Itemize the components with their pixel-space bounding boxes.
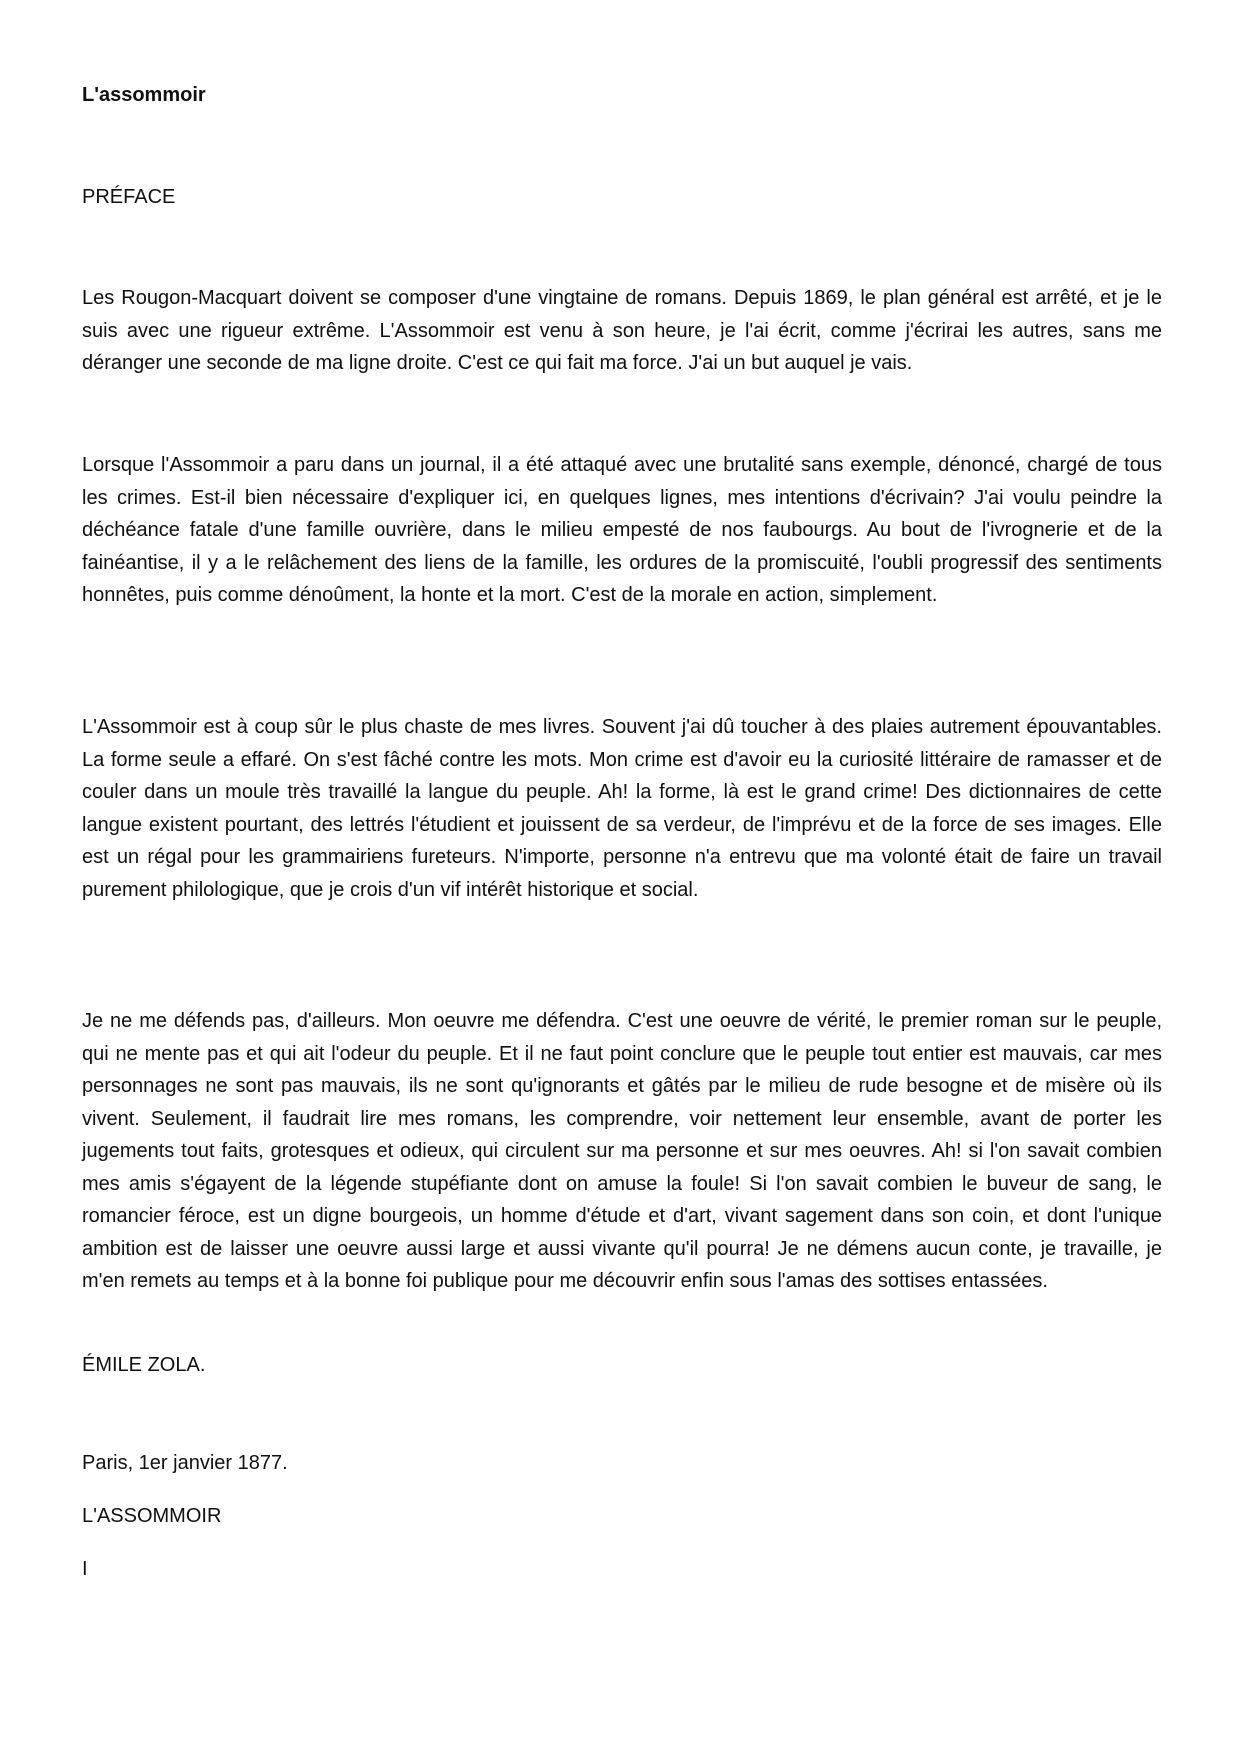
dateline: Paris, 1er janvier 1877. xyxy=(82,1452,288,1474)
chapter-number: I xyxy=(82,1558,88,1580)
preface-paragraph-2: Lorsque l'Assommoir a paru dans un journal, il a été attaqué avec une brutalité sans exemple, dénoncé, chargé de tous les crimes. Est-il bien nécessaire d'expliquer ici, en quelques lignes, mes intentions d'écrivain? J'ai voulu peindre la déchéance fatale d'une famille ouvrière, dans le milieu empesté de nos faubourgs. Au bout de l'ivrognerie et de la fainéantise, il y a le relâchement des liens de la famille, les ordures de la promiscuité, l'oubli progressif des sentiments honnêtes, puis comme dénoûment, la honte et la mort. C'est de la morale en action, simplement. xyxy=(82,454,1162,606)
document-title: L'assommoir xyxy=(82,84,206,106)
author-signature: ÉMILE ZOLA. xyxy=(82,1354,206,1376)
preface-heading: PRÉFACE xyxy=(82,186,176,208)
book-title: L'ASSOMMOIR xyxy=(82,1505,222,1527)
preface-paragraph-4: Je ne me défends pas, d'ailleurs. Mon oeuvre me défendra. C'est une oeuvre de vérité, le premier roman sur le peuple, qui ne mente pas et qui ait l'odeur du peuple. Et il ne faut point conclure que le peuple tout entier est mauvais, car mes personnages ne sont pas mauvais, ils ne sont qu'ignorants et gâtés par le milieu de rude besogne et de misère où ils vivent. Seulement, il faudrait lire mes romans, les comprendre, voir nettement leur ensemble, avant de porter les jugements tout faits, grotesques et odieux, qui circulent sur ma personne et sur mes oeuvres. Ah! si l'on savait combien mes amis s'égayent de la légende stupéfiante dont on amuse la foule! Si l'on savait combien le buveur de sang, le romancier féroce, est un digne bourgeois, un homme d'étude et d'art, vivant sagement dans son coin, et dont l'unique ambition est de laisser une oeuvre aussi large et aussi vivante qu'il pourra! Je ne démens aucun conte, je travaille, je m'en remets au temps et à la bonne foi publique pour me découvrir enfin sous l'amas des sottises entassées. xyxy=(82,1010,1162,1292)
preface-paragraph-3: L'Assommoir est à coup sûr le plus chaste de mes livres. Souvent j'ai dû toucher à des plaies autrement épouvantables. La forme seule a effaré. On s'est fâché contre les mots. Mon crime est d'avoir eu la curiosité littéraire de ramasser et de couler dans un moule très travaillé la langue du peuple. Ah! la forme, là est le grand crime! Des dictionnaires de cette langue existent pourtant, des lettrés l'étudient et jouissent de sa verdeur, de l'imprévu et de la force de ses images. Elle est un régal pour les grammairiens fureteurs. N'importe, personne n'a entrevu que ma volonté était de faire un travail purement philologique, que je crois d'un vif intérêt historique et social. xyxy=(82,716,1162,901)
preface-paragraph-1: Les Rougon-Macquart doivent se composer d'une vingtaine de romans. Depuis 1869, le plan général est arrêté, et je le suis avec une rigueur extrême. L'Assommoir est venu à son heure, je l'ai écrit, comme j'écrirai les autres, sans me déranger une seconde de ma ligne droite. C'est ce qui fait ma force. J'ai un but auquel je vais. xyxy=(82,287,1162,374)
